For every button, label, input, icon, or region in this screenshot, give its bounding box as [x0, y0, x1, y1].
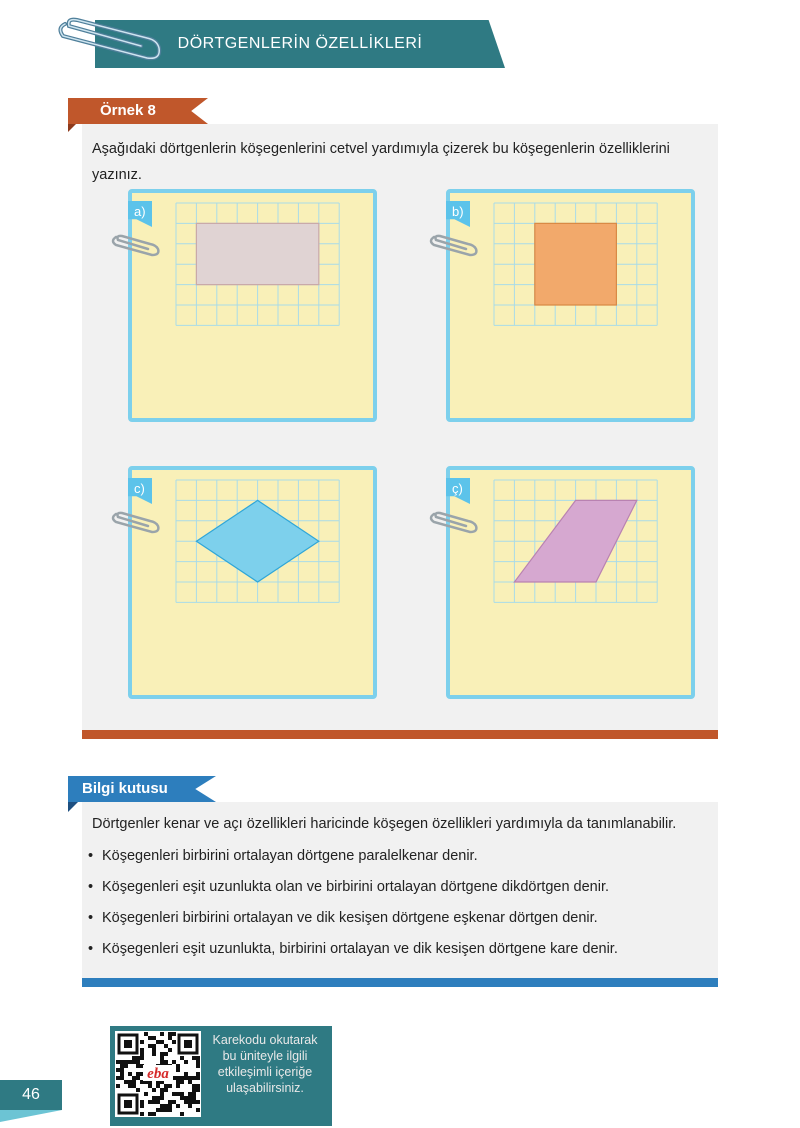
card-b — [446, 189, 695, 422]
card-label-c: c) — [134, 481, 145, 496]
rhombus-shape — [196, 500, 318, 582]
card-label-cc: ç) — [452, 481, 463, 496]
grid-figure-a — [132, 193, 373, 418]
paperclip-icon — [428, 510, 478, 534]
card-cc — [446, 466, 695, 699]
qr-caption-line: bu üniteyle ilgili — [222, 1049, 308, 1063]
page-number: 46 — [22, 1086, 40, 1103]
example-bottom-bar — [82, 730, 718, 739]
card-label-b: b) — [452, 204, 464, 219]
qr-caption-line: Karekodu okutarak — [212, 1033, 318, 1047]
paperclip-icon — [110, 510, 160, 534]
qr-caption-line: etkileşimli içeriğe — [217, 1065, 313, 1079]
page-title: DÖRTGENLERİN ÖZELLİKLERİ — [177, 35, 423, 52]
footer-strip — [0, 1110, 62, 1122]
paperclip-icon — [428, 233, 478, 257]
list-item-text: Köşegenleri birbirini ortalayan ve dik kesişen dörtgene eşkenar dörtgen denir. — [102, 910, 598, 926]
list-item-text: Köşegenleri eşit uzunlukta olan ve birbirini ortalayan dörtgene dikdörtgen denir. — [102, 879, 610, 895]
info-bottom-bar — [82, 978, 718, 987]
card-a — [128, 189, 377, 422]
info-tag-label: Bilgi kutusu — [82, 780, 168, 797]
qr-caption — [200, 1032, 330, 1096]
card-label-a: a) — [134, 204, 146, 219]
qr-caption-line: ulaşabilirsiniz. — [226, 1081, 304, 1095]
grid-figure-cc — [450, 470, 691, 695]
rectangle-shape — [196, 223, 318, 284]
info-intro: Dörtgenler kenar ve açı özellikleri haricinde köşegen özellikleri yardımıyla da tanımlanabilir. — [92, 816, 677, 832]
list-item-text: Köşegenleri eşit uzunlukta, birbirini ortalayan ve dik kesişen dörtgene kare denir. — [102, 941, 618, 957]
eba-logo: eba — [147, 1066, 169, 1082]
qr-code[interactable] — [115, 1031, 201, 1117]
grid-figure-c — [132, 470, 373, 695]
list-item: • Köşegenleri eşit uzunlukta olan ve birbirini ortalayan dörtgene dikdörtgen denir. — [88, 879, 610, 895]
grid-figure-b — [450, 193, 691, 418]
example-tag-label: Örnek 8 — [100, 102, 156, 119]
list-item-text: Köşegenleri birbirini ortalayan dörtgene paralelkenar denir. — [102, 848, 478, 864]
list-item: • Köşegenleri birbirini ortalayan dörtgene paralelkenar denir. — [88, 848, 478, 864]
list-item: • Köşegenleri birbirini ortalayan ve dik kesişen dörtgene eşkenar dörtgen denir. — [88, 910, 598, 926]
paperclip-icon — [110, 233, 160, 257]
paperclip-icon — [55, 14, 165, 64]
list-item: • Köşegenleri eşit uzunlukta, birbirini ortalayan ve dik kesişen dörtgene kare denir. — [88, 941, 618, 957]
question-text: Aşağıdaki dörtgenlerin köşegenlerini cetvel yardımıyla çizerek bu köşegenlerin özelliklerini yazınız. — [92, 141, 670, 183]
card-c — [128, 466, 377, 699]
square-shape — [535, 223, 617, 305]
